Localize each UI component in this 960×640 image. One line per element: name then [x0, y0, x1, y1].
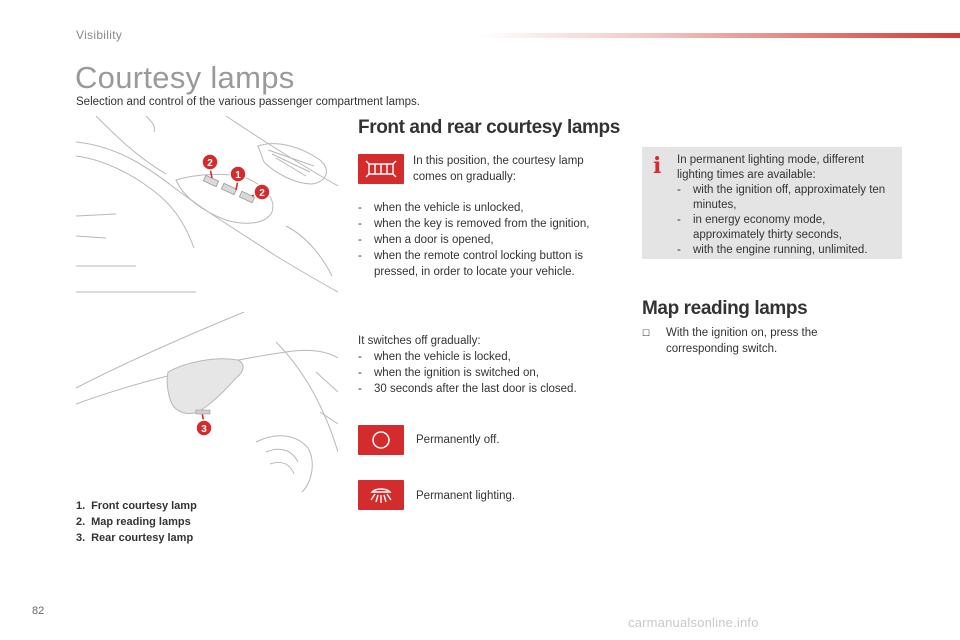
list-item: - when the remote control locking button is pressed, in order to locate your vehicle. [358, 248, 618, 280]
off-switch-icon [358, 425, 404, 455]
list-item: - 30 seconds after the last door is closed. [358, 381, 618, 397]
off-intro: It switches off gradually: [358, 335, 481, 347]
perm-on-text: Permanent lighting. [416, 490, 516, 502]
position-text: In this position, the courtesy lamp comes on gradually: [413, 155, 584, 183]
front-rear-heading: Front and rear courtesy lamps [358, 117, 620, 138]
callout-2-right [254, 184, 270, 200]
list-item: - in energy economy mode, approximately thirty seconds, [677, 213, 897, 243]
callout-2-top [202, 154, 218, 170]
list-item: - when a door is opened, [358, 232, 618, 248]
legend-item: 1. Front courtesy lamp [76, 500, 197, 512]
on-conditions-list [358, 200, 618, 280]
callout-3 [196, 420, 212, 436]
legend-item: 2. Map reading lamps [76, 516, 191, 528]
map-reading-heading: Map reading lamps [642, 298, 808, 319]
legend-item: 3. Rear courtesy lamp [76, 532, 194, 544]
checkbox-bullet-icon: ☐ [642, 328, 651, 338]
section-tag: Visibility [76, 28, 123, 42]
page-number: 82 [32, 605, 45, 617]
info-icon: i [653, 153, 662, 179]
watermark: carmanualsonline.info [628, 615, 759, 630]
info-intro: In permanent lighting mode, different lighting times are available: [677, 154, 865, 181]
list-item: - when the key is removed from the ignition, [358, 216, 618, 232]
callout-2-label: 2 [207, 158, 213, 169]
list-item: - with the engine running, unlimited. [677, 243, 897, 258]
list-item: - with the ignition off, approximately ten minutes, [677, 183, 897, 213]
list-item: - when the ignition is switched on, [358, 365, 618, 381]
info-text [677, 153, 897, 258]
callout-2b-label: 2 [259, 188, 265, 199]
list-item: - when the vehicle is locked, [358, 349, 618, 365]
front-console-illustration [76, 116, 338, 294]
header-accent-bar [478, 33, 960, 38]
callout-1 [230, 166, 246, 182]
callout-1-label: 1 [235, 170, 241, 181]
permanent-on-switch-icon [358, 480, 404, 510]
rear-lamp-illustration [76, 312, 338, 492]
info-list [677, 183, 897, 258]
perm-off-text: Permanently off. [416, 434, 500, 446]
page-title: Courtesy lamps [75, 60, 295, 95]
door-mode-switch-icon [358, 154, 404, 184]
list-item: - when the vehicle is unlocked, [358, 200, 618, 216]
off-conditions-list [358, 349, 618, 397]
map-reading-text: ☐ With the ignition on, press the corresponding switch. [642, 327, 818, 355]
info-box [642, 147, 902, 259]
legend [76, 498, 197, 546]
callout-3-label: 3 [201, 424, 207, 435]
page-subtitle: Selection and control of the various passenger compartment lamps. [76, 96, 420, 108]
